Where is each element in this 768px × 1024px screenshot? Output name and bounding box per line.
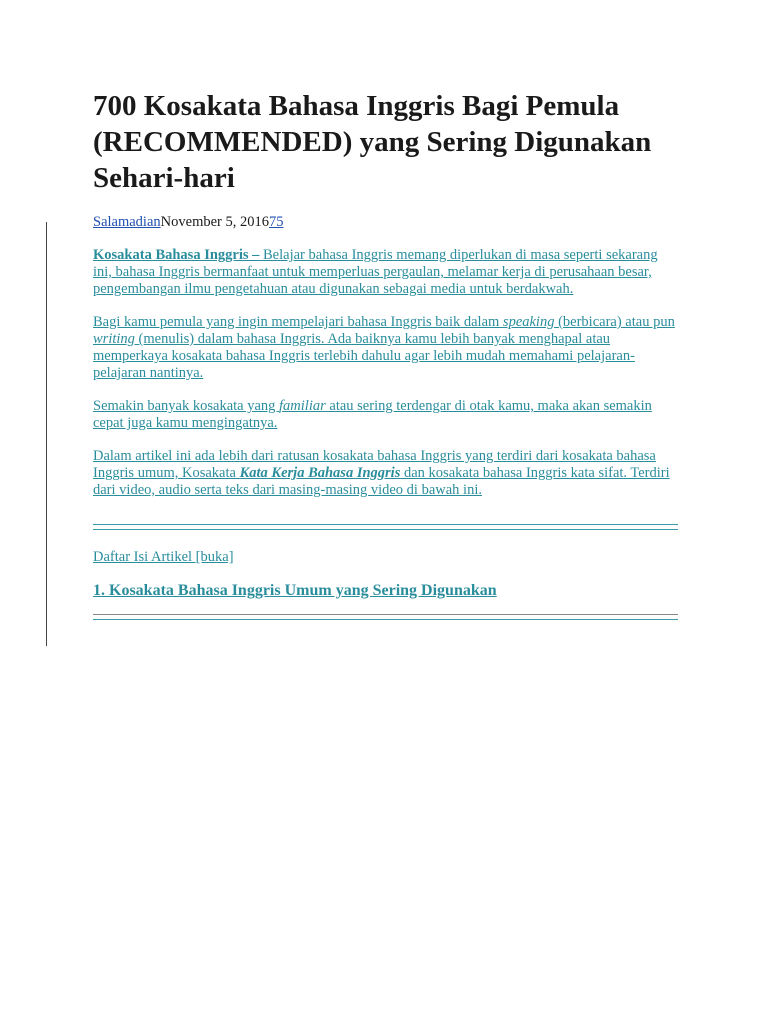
familiar-text-1[interactable]: Semakin banyak kosakata yang xyxy=(93,398,280,414)
table-of-contents-toggle[interactable]: Daftar Isi Artikel [buka] xyxy=(93,549,234,565)
intro-paragraph[interactable] xyxy=(93,247,678,298)
kata-kerja-link[interactable]: Kata Kerja Bahasa Inggris xyxy=(239,465,401,481)
beginner-paragraph[interactable] xyxy=(93,314,678,382)
content-paragraph[interactable] xyxy=(93,448,678,499)
familiar-paragraph[interactable] xyxy=(93,398,678,432)
content-text-2[interactable]: dan kosakata bahasa Inggris kata sifat. Terdiri dari video, audio serta teks dari masing-masing video di bawah ini. xyxy=(93,465,670,498)
page-margin-line xyxy=(46,222,47,646)
article-title: 700 Kosakata Bahasa Inggris Bagi Pemula (RECOMMENDED) yang Sering Digunakan Sehari-hari xyxy=(93,90,652,194)
article-page xyxy=(93,88,678,620)
familiar-em[interactable]: familiar xyxy=(279,398,326,414)
beginner-text-3[interactable]: (menulis) dalam bahasa Inggris. Ada baiknya kamu lebih banyak menghapal atau memperkaya kosakata bahasa Inggris terlebih dahulu agar lebih mudah memahami pelajaran-pelajaran nantinya. xyxy=(93,331,635,381)
comment-count-link[interactable]: 75 xyxy=(268,214,284,230)
author-link[interactable]: Salamadian xyxy=(93,214,161,230)
intro-text[interactable]: Belajar bahasa Inggris memang diperlukan di masa seperti sekarang ini, bahasa Inggris bermanfaat untuk memperluas pergaulan, melamar kerja di perusahaan besar, pengembangan ilmu pengetahuan atau digunakan sebagai media untuk berdakwah. xyxy=(93,247,658,297)
beginner-text-2[interactable]: (berbicara) atau pun xyxy=(554,314,675,330)
section-divider xyxy=(93,614,678,620)
publish-date: November 5, 2016 xyxy=(160,214,269,230)
familiar-text-2[interactable]: atau sering terdengar di otak kamu, maka akan semakin cepat juga kamu mengingatnya. xyxy=(93,398,652,431)
section-heading-1[interactable]: 1. Kosakata Bahasa Inggris Umum yang Sering Digunakan xyxy=(93,582,497,599)
intro-lead[interactable]: Kosakata Bahasa Inggris – xyxy=(93,247,260,263)
content-text-1[interactable]: Dalam artikel ini ada lebih dari ratusan kosakata bahasa Inggris yang terdiri dari kosakata bahasa Inggris umum, Kosakata xyxy=(93,448,656,481)
article-meta xyxy=(93,213,678,231)
beginner-em-speaking[interactable]: speaking xyxy=(502,314,555,330)
horizontal-divider xyxy=(93,524,678,530)
beginner-em-writing[interactable]: writing xyxy=(93,331,135,347)
beginner-text-1[interactable]: Bagi kamu pemula yang ingin mempelajari bahasa Inggris baik dalam xyxy=(93,314,503,330)
